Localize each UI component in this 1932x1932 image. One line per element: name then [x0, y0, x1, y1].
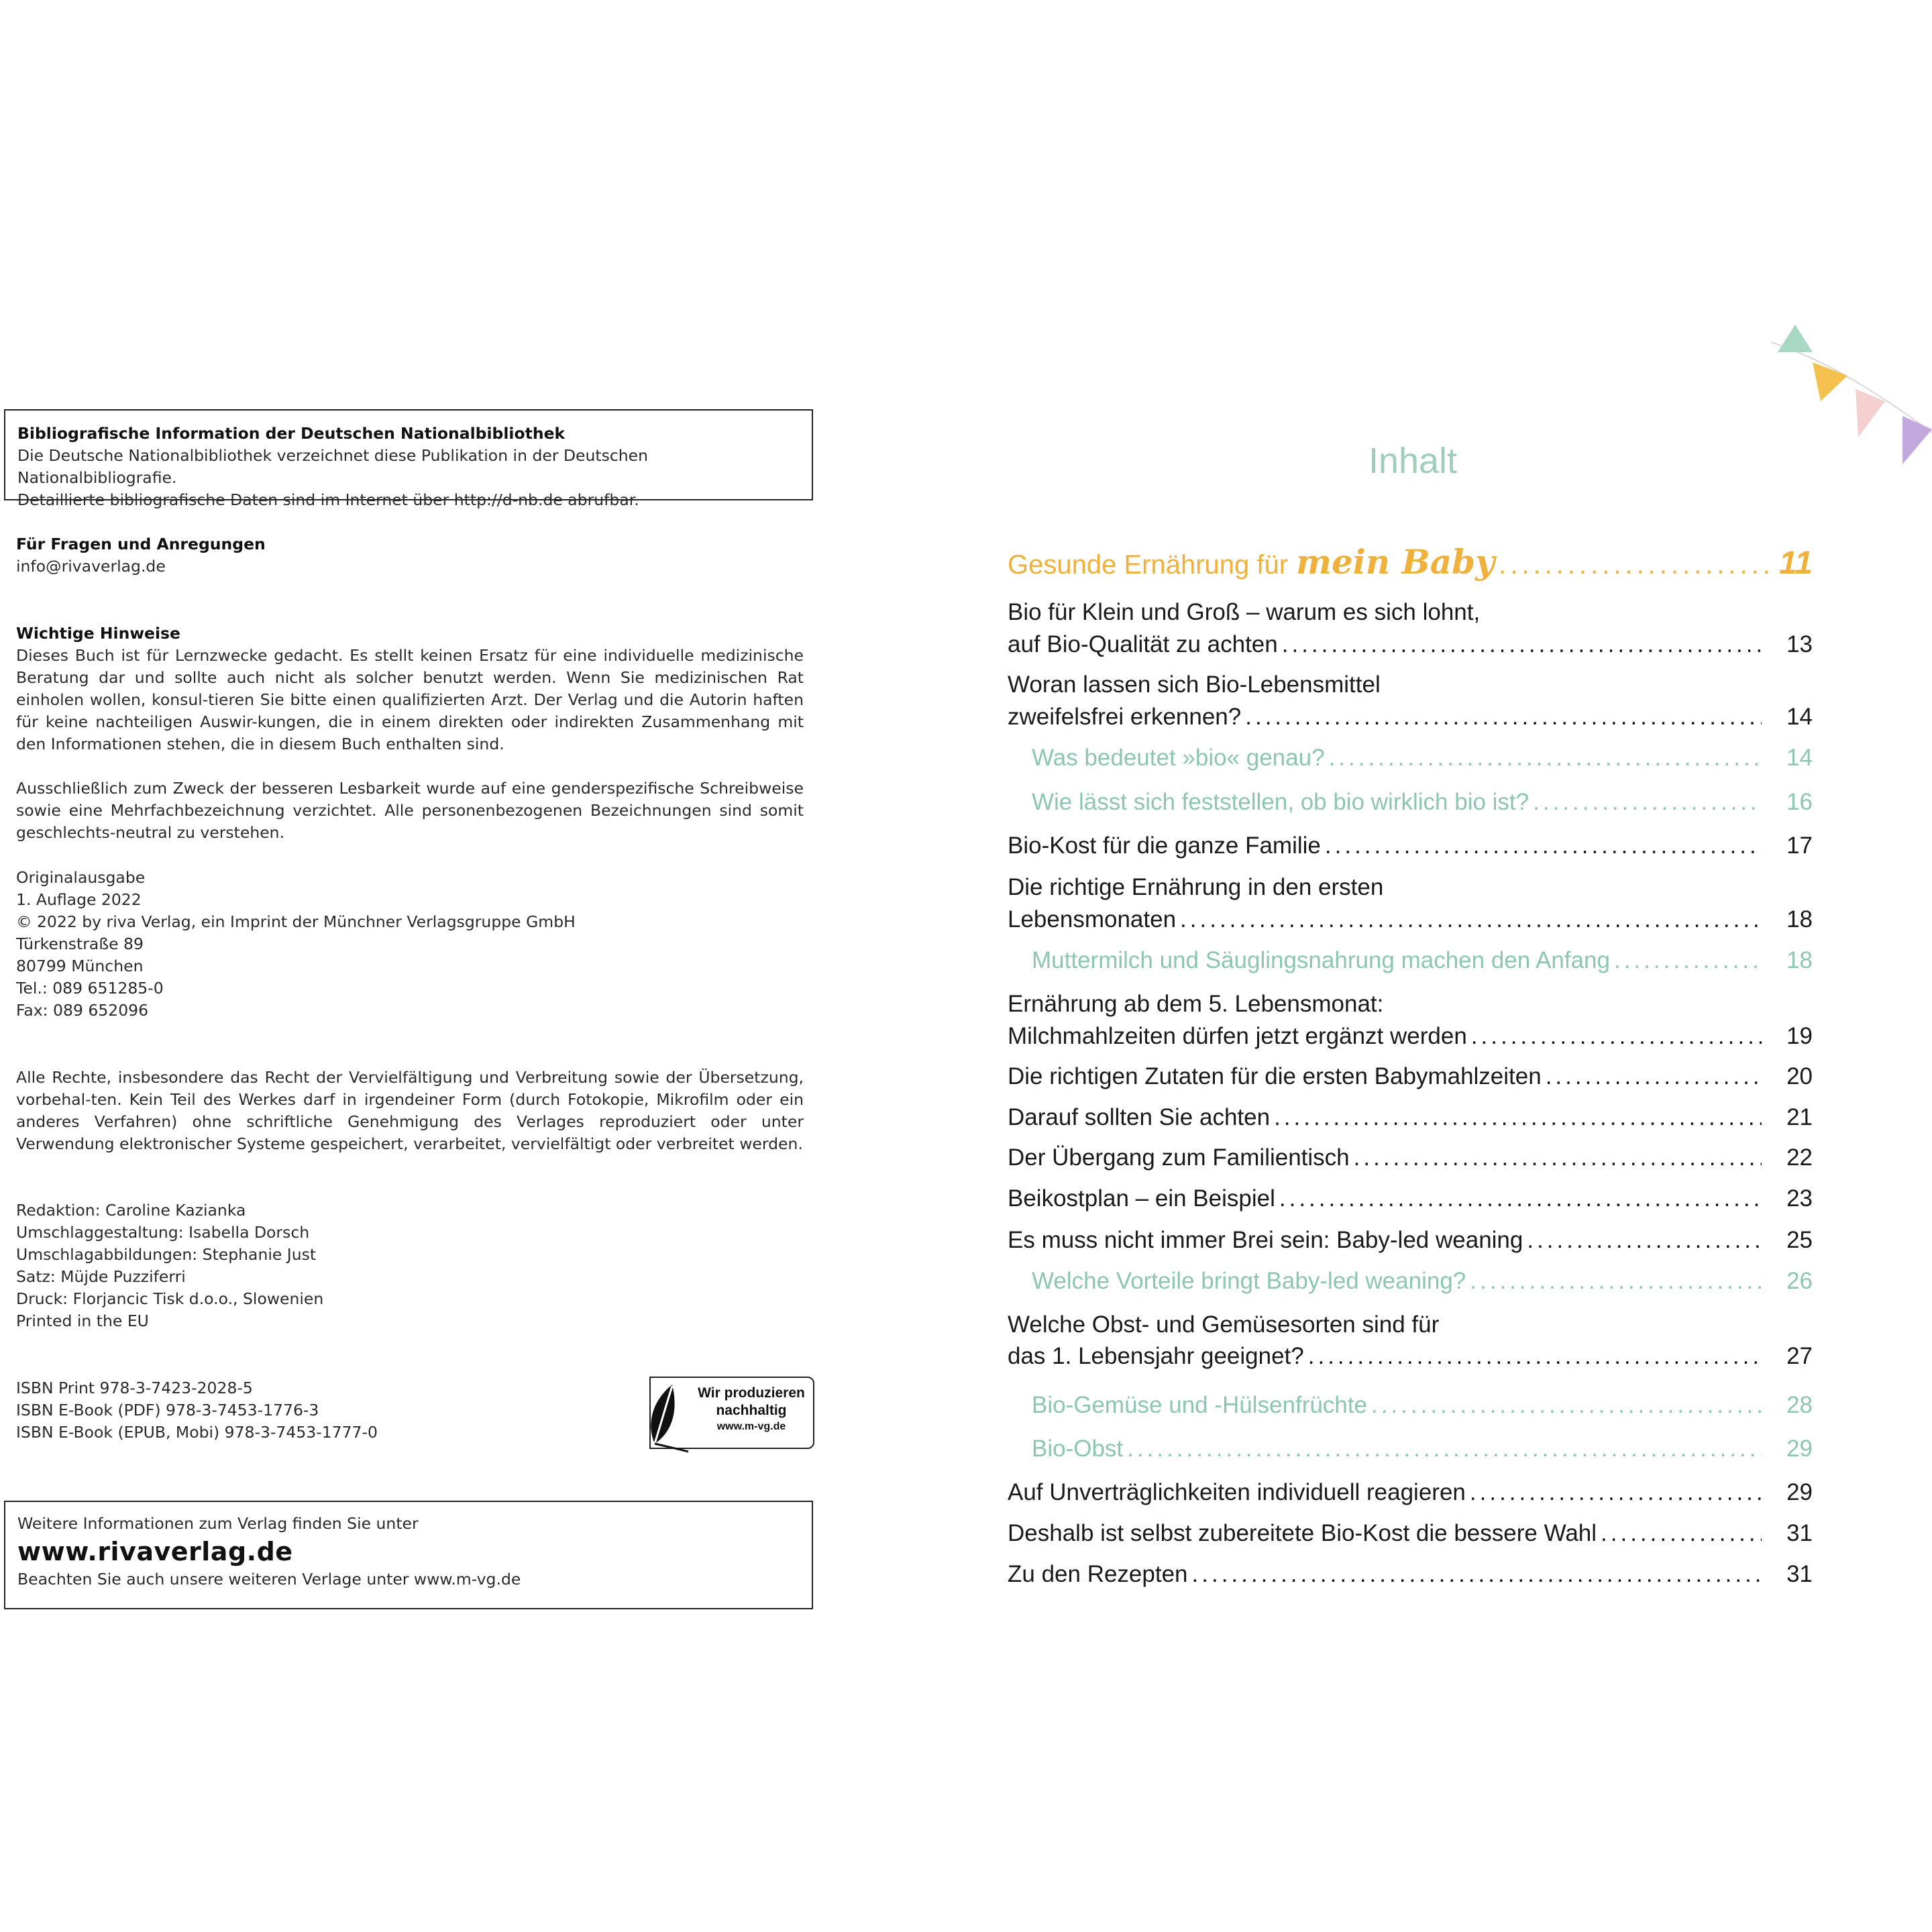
bib-line: Detaillierte bibliografische Daten sind im Internet über http://d-nb.de abrufbar. [17, 490, 639, 509]
dot-leader [1127, 1432, 1762, 1466]
dot-leader [1192, 1558, 1762, 1591]
edition-line: 80799 München [16, 957, 144, 975]
toc-subentry[interactable] [1032, 741, 1813, 775]
dot-leader [1329, 741, 1762, 775]
edition-line: Fax: 089 652096 [16, 1001, 149, 1020]
notes-heading: Wichtige Hinweise [16, 624, 180, 643]
badge-url[interactable]: www.m-vg.de [716, 1421, 786, 1432]
toc-page-number: 17 [1786, 833, 1813, 859]
toc-page-number: 27 [1786, 1343, 1813, 1369]
toc-entry-title: Beikostplan – ein Beispiel [1008, 1185, 1275, 1212]
dot-leader [1499, 545, 1768, 585]
edition-line: © 2022 by riva Verlag, ein Imprint der Münchner Verlagsgruppe GmbH [16, 912, 576, 931]
toc-entry-title: Wie lässt sich feststellen, ob bio wirklich bio ist? [1032, 789, 1529, 815]
toc-entry[interactable] [1008, 700, 1813, 734]
edition-section [16, 867, 805, 1022]
toc-page-number: 22 [1786, 1144, 1813, 1171]
toc-entry-title: Der Übergang zum Familientisch [1008, 1144, 1350, 1171]
toc-page-number: 16 [1786, 789, 1813, 815]
credit-line: Satz: Müjde Puzziferri [16, 1267, 186, 1286]
toc-entry-title: Milchmahlzeiten dürfen jetzt ergänzt werden [1008, 1023, 1467, 1049]
web-more: Beachten Sie auch unsere weiteren Verlage unter www.m-vg.de [17, 1570, 521, 1589]
toc-entry-title: auf Bio-Qualität zu achten [1008, 631, 1278, 657]
toc-page-number: 29 [1786, 1436, 1813, 1462]
badge-line: nachhaltig [716, 1403, 787, 1418]
toc-entry-title: Auf Unverträglichkeiten individuell reagieren [1008, 1479, 1466, 1505]
toc-entry-title: Bio-Gemüse und -Hülsenfrüchte [1032, 1392, 1367, 1418]
toc-entry-title: Die richtigen Zutaten für die ersten Babymahlzeiten [1008, 1063, 1542, 1089]
credit-line: Redaktion: Caroline Kazianka [16, 1201, 246, 1220]
edition-line: Tel.: 089 651285-0 [16, 979, 164, 998]
toc-entry[interactable] [1008, 1476, 1813, 1509]
rights-paragraph: Alle Rechte, insbesondere das Recht der Vervielfältigung und Verbreitung sowie der Übersetzung, vorbehal-ten. Kein Teil des Werkes darf in irgendeiner Form (durch Fotokopie, Mikrofilm oder ein anderes Verfahren) ohne schriftliche Genehmigung des Verlages reproduziert oder unter Verwendung elektronischer Systeme gespeichert, verarbeitet, vervielfältigt oder verbreitet werden. [16, 1068, 804, 1153]
toc-page-number: 13 [1786, 631, 1813, 657]
toc-page-number: 29 [1786, 1479, 1813, 1505]
publisher-url-link[interactable]: www.rivaverlag.de [17, 1537, 293, 1566]
toc-entry-title: Welche Vorteile bringt Baby-led weaning? [1032, 1268, 1466, 1294]
toc-entry-line1: Bio für Klein und Groß – warum es sich lohnt, [1008, 599, 1481, 625]
badge-line: Wir produzieren [698, 1385, 805, 1401]
bibliographic-info-box [4, 409, 813, 509]
toc-entry[interactable] [1008, 1182, 1813, 1216]
toc-entry-title: Bio-Kost für die ganze Familie [1008, 833, 1321, 859]
chapter-label: Gesunde Ernährung für mein Baby [1008, 542, 1495, 582]
toc-entry[interactable] [1008, 1101, 1813, 1134]
edition-line: Originalausgabe [16, 868, 146, 887]
dot-leader [1614, 944, 1762, 977]
toc-entry-title: Darauf sollten Sie achten [1008, 1104, 1271, 1130]
toc-subentry[interactable] [1032, 944, 1813, 977]
dot-leader [1180, 903, 1762, 936]
bib-heading: Bibliografische Information der Deutschen Nationalbibliothek [17, 424, 566, 443]
toc-entry[interactable] [1008, 1558, 1813, 1591]
toc-page-number: 18 [1786, 947, 1813, 973]
dot-leader [1601, 1517, 1762, 1550]
toc-entry-line1: Woran lassen sich Bio-Lebensmittel [1008, 672, 1381, 698]
isbn-line: ISBN Print 978-3-7423-2028-5 [16, 1379, 253, 1397]
dot-leader [1308, 1340, 1762, 1373]
dot-leader [1533, 786, 1762, 819]
toc-page-number: 20 [1786, 1063, 1813, 1089]
toc-page-number: 26 [1786, 1268, 1813, 1294]
toc-entry-line1: Ernährung ab dem 5. Lebensmonat: [1008, 991, 1384, 1017]
dot-leader [1471, 1020, 1762, 1053]
dot-leader [1546, 1060, 1762, 1093]
toc-chapter-heading[interactable] [1008, 542, 1813, 582]
chapter-page-number: 11 [1779, 545, 1813, 581]
chapter-script-label: mein Baby [1296, 542, 1495, 582]
toc-page-number: 21 [1786, 1104, 1813, 1130]
toc-entry[interactable] [1008, 1517, 1813, 1550]
toc-page-number: 25 [1786, 1227, 1813, 1253]
notes-paragraph: Ausschließlich zum Zweck der besseren Lesbarkeit wurde auf eine genderspezifische Schreibweise sowie eine Mehrfachbezeichnung verzichtet. Alle personenbezogenen Bezeichnungen sind somit geschlechts-neutral zu verstehen. [16, 779, 804, 842]
contact-section [16, 533, 805, 578]
toc-entry[interactable] [1008, 1340, 1813, 1373]
toc-page-number: 14 [1786, 704, 1813, 730]
toc-entry-line1: Die richtige Ernährung in den ersten [1008, 874, 1384, 900]
toc-subentry[interactable] [1032, 1389, 1813, 1422]
leaf-icon [645, 1379, 692, 1453]
dot-leader [1282, 628, 1762, 661]
toc-entry-title: zweifelsfrei erkennen? [1008, 704, 1242, 730]
edition-line: 1. Auflage 2022 [16, 890, 142, 909]
credits-section [16, 1199, 805, 1332]
sustainability-badge [649, 1377, 814, 1449]
isbn-line: ISBN E-Book (EPUB, Mobi) 978-3-7453-1777-0 [16, 1423, 378, 1442]
dot-leader [1274, 1101, 1762, 1134]
edition-line: Türkenstraße 89 [16, 934, 144, 953]
toc-entry-title: Zu den Rezepten [1008, 1561, 1188, 1587]
toc-page-number: 31 [1786, 1561, 1813, 1587]
toc-page-number: 18 [1786, 906, 1813, 932]
toc-entry-line1: Welche Obst- und Gemüsesorten sind für [1008, 1311, 1440, 1338]
dot-leader [1527, 1224, 1762, 1257]
toc-subentry[interactable] [1032, 786, 1813, 819]
notes-paragraph: Dieses Buch ist für Lernzwecke gedacht. Es stellt keinen Ersatz für eine individuelle medizinische Beratung dar und sollte auch nicht als solcher benutzt werden. Wenn Sie medizinischen Rat einholen wollen, konsul-tieren Sie bitte einen qualifizierten Arzt. Der Verlag und die Autorin haften für keine nachteiligen Auswir-kungen, die in einem direkten oder indirekten Zusammenhang mit den Informationen stehen, die in diesem Buch enthalten sind. [16, 646, 804, 753]
bunting-icon [1771, 315, 1932, 470]
dot-leader [1245, 700, 1762, 734]
toc-entry[interactable] [1008, 628, 1813, 661]
toc-entry-title: Was bedeutet »bio« genau? [1032, 745, 1325, 771]
toc-page-number: 14 [1786, 745, 1813, 771]
dot-leader [1325, 829, 1762, 863]
toc-entry[interactable] [1008, 1020, 1813, 1053]
toc-entry-title: Bio-Obst [1032, 1436, 1124, 1462]
dot-leader [1470, 1476, 1762, 1509]
toc-page-number: 23 [1786, 1185, 1813, 1212]
credit-line: Printed in the EU [16, 1311, 149, 1330]
publisher-web-box [4, 1501, 813, 1609]
toc-entry-title: Es muss nicht immer Brei sein: Baby-led weaning [1008, 1227, 1523, 1253]
toc-entry-title: Deshalb ist selbst zubereitete Bio-Kost die bessere Wahl [1008, 1520, 1597, 1546]
toc-page-number: 31 [1786, 1520, 1813, 1546]
toc-entry[interactable] [1008, 903, 1813, 936]
toc-entry[interactable] [1008, 1060, 1813, 1093]
web-intro: Weitere Informationen zum Verlag finden Sie unter [17, 1514, 419, 1533]
toc-entry-title: das 1. Lebensjahr geeignet? [1008, 1343, 1304, 1369]
dot-leader [1279, 1182, 1762, 1216]
dot-leader [1470, 1265, 1762, 1298]
dot-leader [1371, 1389, 1762, 1422]
toc-page-number: 28 [1786, 1392, 1813, 1418]
rights-section [16, 1067, 804, 1155]
toc-entry-title: Muttermilch und Säuglingsnahrung machen den Anfang [1032, 947, 1610, 973]
credit-line: Umschlaggestaltung: Isabella Dorsch [16, 1223, 310, 1242]
contact-email[interactable]: info@rivaverlag.de [16, 557, 166, 576]
toc-entry[interactable] [1008, 829, 1813, 863]
bib-line: Die Deutsche Nationalbibliothek verzeichnet diese Publikation in der Deutschen Nationalbibliografie. [17, 446, 649, 487]
isbn-line: ISBN E-Book (PDF) 978-3-7453-1776-3 [16, 1401, 319, 1419]
toc-entry[interactable] [1008, 1224, 1813, 1257]
toc-page-number: 19 [1786, 1023, 1813, 1049]
toc-entry[interactable] [1008, 1141, 1813, 1175]
credit-line: Umschlagabbildungen: Stephanie Just [16, 1245, 317, 1264]
toc-subentry[interactable] [1032, 1265, 1813, 1298]
notes-section [16, 623, 804, 844]
credit-line: Druck: Florjancic Tisk d.o.o., Slowenien [16, 1289, 324, 1308]
contact-heading: Für Fragen und Anregungen [16, 535, 266, 553]
toc-subentry[interactable] [1032, 1432, 1813, 1466]
dot-leader [1354, 1141, 1762, 1175]
toc-entry-title: Lebensmonaten [1008, 906, 1177, 932]
toc-title: Inhalt [1368, 441, 1458, 481]
